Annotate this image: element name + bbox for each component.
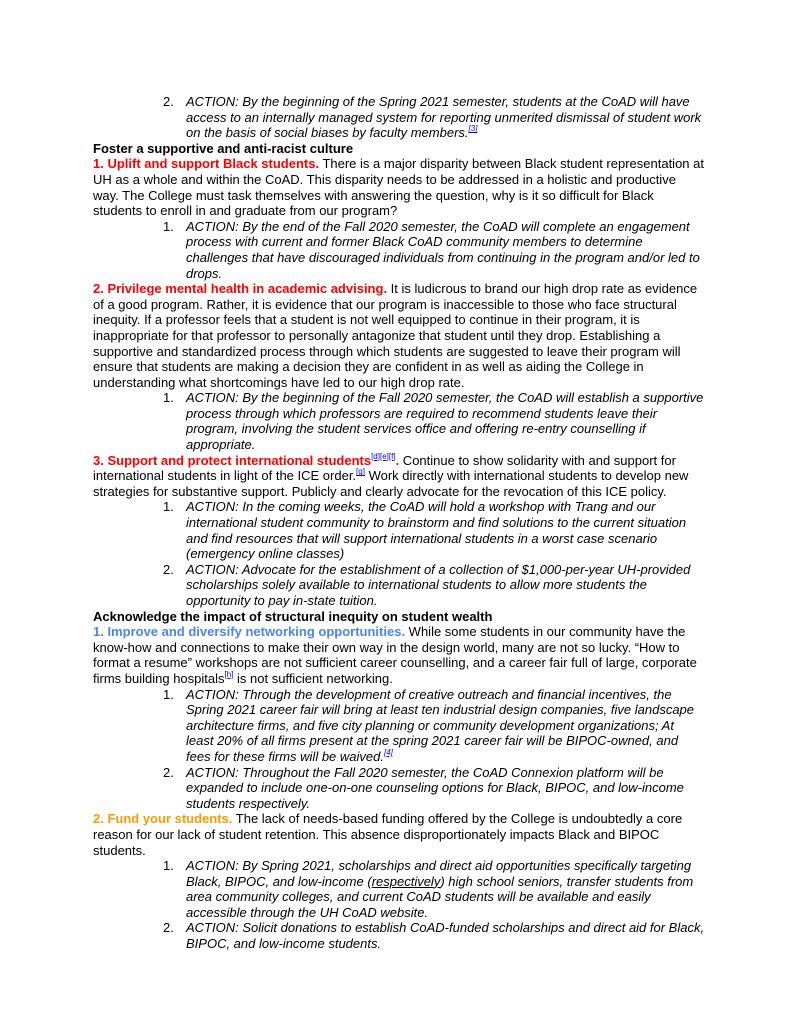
- paragraph: 1. Uplift and support Black students. There is a major disparity between Black student representation at UH as a whole and within the CoAD. This disparity needs to be addressed in a holistic and productive way. The College must task themselves with answering the question, why is it so difficult for Black students to enroll in and graduate from our program?: [93, 156, 704, 219]
- action-item: 1. ACTION: By the end of the Fall 2020 semester, the CoAD will complete an engagement process with current and former Black CoAD community members to determine challenges that have discouraged individuals from continuing in the program and/or led to drops.: [163, 218, 700, 281]
- comment-link[interactable]: [g]: [356, 467, 365, 477]
- footnote-link[interactable]: [4]: [383, 747, 393, 757]
- section-heading: Acknowledge the impact of structural inequity on student wealth: [93, 608, 493, 624]
- action-item: 1. ACTION: Through the development of creative outreach and financial incentives, the Spring 2021 career fair will bring at least ten industrial design companies, five landscape architecture firms, and five city planning or community development organizations; At least 20% of all firms present at the spring 2021 career fair will be BIPOC-owned, and fees for these firms will be waived.[4]: [163, 686, 695, 764]
- section-heading: Foster a supportive and anti-racist culture: [93, 140, 354, 156]
- action-item: 2. ACTION: Solicit donations to establish CoAD-funded scholarships and direct aid for Black, BIPOC, and low-income students.: [163, 920, 705, 952]
- document-page: [93, 94, 705, 952]
- action-item: 2. ACTION: Throughout the Fall 2020 semester, the CoAD Connexion platform will be expanded to include one-on-one counseling options for Black, BIPOC, and low-income students respectively.: [163, 764, 684, 811]
- action-item: 1. ACTION: By the beginning of the Fall 2020 semester, the CoAD will establish a supportive process through which professors are required to recommend students leave their program, involving the student services office and offering re-entry counselling if appropriate.: [163, 390, 704, 453]
- comment-link[interactable]: [f]: [388, 451, 396, 461]
- paragraph: 2. Privilege mental health in academic advising. It is ludicrous to brand our high drop rate as evidence of a good program. Rather, it is evidence that our program is inaccessible to those who face structural inequity. If a professor feels that a student is not well equipped to continue in their program, it is inappropriate for that professor to personally antagonize that student until they drop. Establishing a supportive and standardized process through which students are suggested to leave their program will ensure that students are making a decision they are confident in as well as aiding the College in understanding what shortcomings have led to our high drop rate.: [93, 281, 698, 390]
- action-text: ACTION: By the beginning of the Spring 2021 semester, students at the CoAD will have access to an internally managed system for reporting unmerited dismissal of student work on the basis of social biases by faculty members.: [186, 94, 702, 141]
- action-item: 2. ACTION: By the beginning of the Spring 2021 semester, students at the CoAD will have access to an internally managed system for reporting unmerited dismissal of student work on the basis of social biases by faculty members.[3]: [163, 94, 702, 141]
- action-item: 1. ACTION: By Spring 2021, scholarships and direct aid opportunities specifically targeting Black, BIPOC, and low-income (respectively) high school seniors, transfer students from area community colleges, and current CoAD students will be available and easily accessible through the UH CoAD website.: [163, 858, 694, 920]
- action-item: 2. ACTION: Advocate for the establishment of a collection of $1,000-per-year UH-provided scholarships solely available to international students to allow more students the opportunity to pay in-state tuition.: [163, 561, 691, 608]
- paragraph: 3. Support and protect international students[d][e][f]. Continue to show solidarity with and support for international students in light of the ICE order.[g] Work directly with international students to develop new strategies for substantive support. Publicly and clearly advocate for the revocation of this ICE policy.: [93, 451, 689, 499]
- comment-link[interactable]: [d]: [371, 451, 380, 461]
- comment-link[interactable]: [h]: [224, 669, 234, 679]
- paragraph: 2. Fund your students. The lack of needs-based funding offered by the College is undoubtedly a core reason for our lack of student retention. This absence disproportionately impacts Black and BIPOC students.: [93, 811, 683, 858]
- footnote-link[interactable]: [3]: [468, 124, 478, 134]
- action-item: 1. ACTION: In the coming weeks, the CoAD will hold a workshop with Trang and our international student community to brainstorm and find solutions to the current situation and find resources that will support international students in a worst case scenario (emergency online classes): [163, 499, 687, 562]
- comment-link[interactable]: [e]: [379, 451, 389, 461]
- paragraph: 1. Improve and diversify networking opportunities. While some students in our community have the know-how and connections to make their own way in the design world, many are not so lucky. “How to format a resume” workshops are not sufficient career counselling, and a career fair full of large, corporate firms building hospitals[h] is not sufficient networking.: [93, 624, 697, 686]
